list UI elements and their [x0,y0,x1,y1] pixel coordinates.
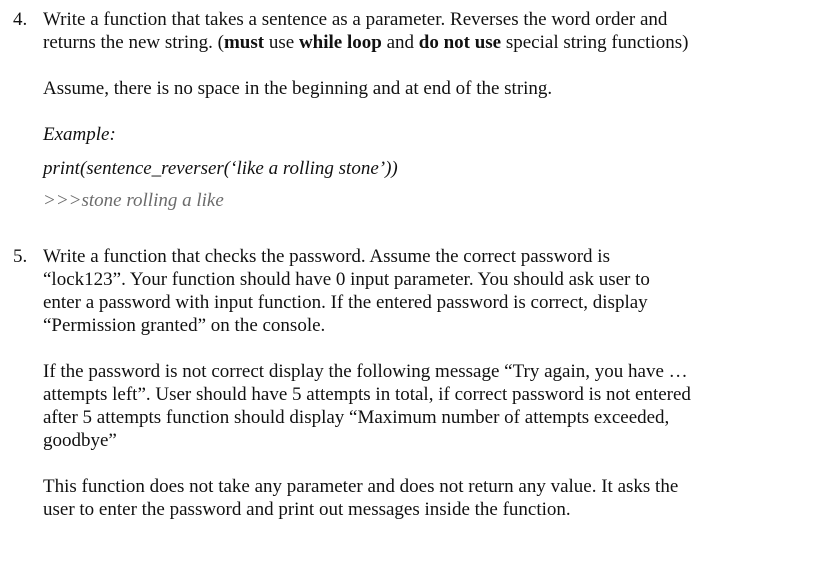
question-4-line-1: Write a function that takes a sentence as a parameter. Reverses the word order and [43,9,668,30]
do-not-use-emphasis: do not use [418,32,502,53]
q5-line: This function does not take any parameter and does not return any value. It asks the [43,476,679,497]
q5-line: “lock123”. Your function should have 0 input parameter. You should ask user to [43,269,650,290]
example-label-text: Example: [43,124,116,145]
q5-line: enter a password with input function. If the entered password is correct, display [43,292,648,313]
q5-line: attempts left”. User should have 5 attempts in total, if correct password is not entered [43,384,691,405]
q5-line: goodbye” [43,430,117,451]
question-5-paragraph-1 [43,245,813,337]
while-loop-emphasis: while loop [298,32,382,53]
question-4-line-2: returns the new string. (must use while loop and do not use special string functions) [43,32,689,53]
example-output-text: >>>stone rolling a like [43,190,224,211]
question-5-number: 5. [13,246,28,267]
question-4-number: 4. [13,9,28,30]
example-code-text: print(sentence_reverser(‘like a rolling stone’)) [43,158,398,179]
q5-line: user to enter the password and print out messages inside the function. [43,499,571,520]
q5-line: Write a function that checks the password. Assume the correct password is [43,246,610,267]
q5-line: “Permission granted” on the console. [43,315,326,336]
must-emphasis: must [223,32,265,53]
q5-line: If the password is not correct display the following message “Try again, you have … [43,361,688,382]
question-4-body [43,8,813,54]
assume-text: Assume, there is no space in the beginning and at end of the string. [43,78,553,99]
q5-line: after 5 attempts function should display “Maximum number of attempts exceeded, [43,407,670,428]
